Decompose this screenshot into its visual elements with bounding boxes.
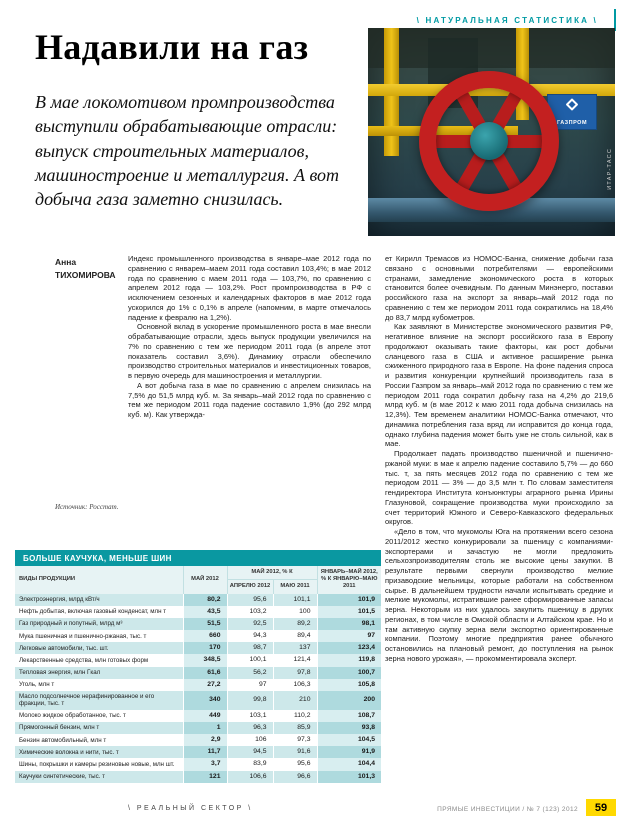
product-name-cell: Шины, покрышки и камеры резиновые новые, млн шт. [19,760,175,768]
table-row [15,618,381,630]
body-paragraph: А вот добыча газа в мае по сравнению с апрелем снизилась на 7,5% до 51,5 млрд куб. м. За январь–май 2012 года по сравнению с тем же периодом 2011 года падение составило 1,9% (до 292 млрд куб. м). Как утвержда- [128,380,371,419]
table-row [15,691,381,710]
value-cell: 121,4 [273,654,317,666]
product-name-cell: Электроэнергия, млрд кВт/ч [19,596,100,604]
value-cell: 85,9 [273,722,317,734]
gazprom-flame-icon [566,98,579,111]
machinery-shape [368,28,615,68]
value-cell: 97 [317,630,381,642]
product-name-cell: Легковые автомобили, тыс. шт. [19,644,109,652]
value-cell: 104,5 [317,734,381,746]
value-cell: 449 [183,710,227,722]
product-name-cell: Лекарственные средства, млн готовых форм [19,656,149,664]
author-first-name: Анна [55,257,77,267]
product-name-cell: Мука пшеничная и пшенично-ржаная, тыс. т [19,632,147,640]
product-name-cell: Прямогонный бензин, млн т [19,724,100,732]
table-row [15,630,381,642]
value-cell: 103,2 [227,606,273,618]
body-column-left [128,254,371,544]
col-header-may2012: МАЙ 2012 [183,566,227,594]
products-table [15,566,381,783]
table-row [15,734,381,746]
table-row [15,594,381,606]
value-cell: 104,4 [317,758,381,770]
footer-issue-label: ПРЯМЫЕ ИНВЕСТИЦИИ / № 7 (123) 2012 [437,806,578,813]
value-cell: 93,8 [317,722,381,734]
table-row [15,642,381,654]
value-cell: 106,6 [227,771,273,783]
value-cell: 83,9 [227,758,273,770]
value-cell: 101,1 [273,594,317,606]
body-paragraph: Индекс промышленного производства в январе–мае 2012 года по сравнению с январем–маем 2011 года составил 103,4%; в мае 2012 года по сравнению с маем 2011 года — 103,7%, по сравнению с апрелем 2012 года — 103,2%. Рост промпроизводства в РФ с исключением сезонных и календарных факторов в мае 2012 года ускорился до 1% с 0,1% в апреле (напомним, в марте отмечалось падение к февралю на 1,2%). [128,254,371,322]
table-title: БОЛЬШЕ КАУЧУКА, МЕНЬШЕ ШИН [15,550,381,566]
table-header [15,566,381,594]
value-cell: 200 [317,691,381,710]
table-row [15,746,381,758]
product-name-cell: Молоко жидкое обработанное, тыс. т [19,712,126,720]
col-header-group: МАЙ 2012, % К [227,566,317,580]
value-cell: 108,7 [317,710,381,722]
value-cell: 137 [273,642,317,654]
value-cell: 110,2 [273,710,317,722]
product-name-cell: Бензин автомобильный, млн т [19,736,107,744]
product-name-cell: Тепловая энергия, млн Гкал [19,669,101,676]
value-cell: 98,1 [317,618,381,630]
product-name-cell: Химические волокна и нити, тыс. т [19,748,119,756]
value-cell: 91,9 [317,746,381,758]
col-header-apr2012: АПРЕЛЮ 2012 [227,580,273,594]
value-cell: 101,5 [317,606,381,618]
value-cell: 94,3 [227,630,273,642]
body-paragraph: Продолжает падать производство пшеничной и пшенично-ржаной муки: в мае к апрелю падение составило 5,7% — до 660 тыс. т, за пять месяцев 2012 года по сравнению с тем же периодом 2011 — 3% — до 3,5 млн т. По словам заместителя гендиректора Института конъюнктуры аграрного рынка Ирины Глазуновой, сокращение производства муки происходило за счет территорий Южного и Северо-Кавказского федеральных округов. [385,449,613,527]
product-name-cell: Нефть добытая, включая газовый конденсат, млн т [19,608,167,616]
value-cell: 106,3 [273,679,317,691]
product-name-cell: Газ природный и попутный, млрд м³ [19,620,123,628]
value-cell: 99,8 [227,691,273,710]
value-cell: 119,8 [317,654,381,666]
table-row [15,667,381,679]
body-column-right [385,254,613,798]
valve-hub [470,122,508,160]
value-cell: 1 [183,722,227,734]
value-cell: 103,1 [227,710,273,722]
value-cell: 2,9 [183,734,227,746]
value-cell: 105,8 [317,679,381,691]
statistics-table-block [15,550,381,783]
col-header-may2011: МАЮ 2011 [273,580,317,594]
value-cell: 100,1 [227,654,273,666]
table-row [15,606,381,618]
photo-credit: ИТАР-ТАСС [607,148,613,190]
value-cell: 11,7 [183,746,227,758]
body-paragraph: Основной вклад в ускорение промышленного роста в мае внесли обрабатывающие отрасли, здесь выпуск продукции увеличился на 7% по сравнению с тем же периодом 2011 года (в апреле этот показатель составил 3,6%). Динамику отрасли обеспечило производство строительных материалов и инвестиционных товаров, в первую очередь для машиностроения и металлургии. [128,322,371,380]
value-cell: 97,8 [273,667,317,679]
value-cell: 97,3 [273,734,317,746]
value-cell: 80,2 [183,594,227,606]
value-cell: 98,7 [227,642,273,654]
value-cell: 96,3 [227,722,273,734]
value-cell: 89,2 [273,618,317,630]
value-cell: 348,5 [183,654,227,666]
value-cell: 56,2 [227,667,273,679]
value-cell: 95,6 [273,758,317,770]
value-cell: 101,9 [317,594,381,606]
source-note: Источник: Росстат. [55,503,119,511]
value-cell: 92,5 [227,618,273,630]
col-header-janmay: ЯНВАРЬ–МАЙ 2012, % К ЯНВАРЮ–МАЮ 2011 [317,566,381,594]
value-cell: 340 [183,691,227,710]
col-header-product: ВИДЫ ПРОДУКЦИИ [15,566,183,594]
page-number-badge: 59 [586,799,616,816]
value-cell: 100 [273,606,317,618]
gazprom-sign-label: ГАЗПРОМ [556,120,588,126]
value-cell: 96,6 [273,771,317,783]
rubric-label: \ НАТУРАЛЬНАЯ СТАТИСТИКА \ [416,16,598,25]
table-row [15,771,381,783]
body-paragraph: Как заявляют в Министерстве экономического развития РФ, негативное влияние на экспорт российского газа в Европу продолжают оказывать такие факторы, как рост добычи сланцевого газа в США и активное расширение рынка сжиженного природного газа в Европе. На фоне падения спроса и развития конкуренции крупнейший производитель газа в России Газпром за январь–май 2012 года по сравнению с тем же периодом 2011 года сократил добычу газа на 4,2% до 219,6 млрд куб. м (в мае 2012 к маю 2011 года добыча снизилась на 12,3%). Тем временем аналитики НОМОС-Банка отмечают, что динамика потребления газа вряд ли исправится до конца года, однако глубина падения может быть уже не столь сильной, как в мае. [385,322,613,449]
value-cell: 95,6 [227,594,273,606]
footer-section-label: \ РЕАЛЬНЫЙ СЕКТОР \ [128,805,253,812]
product-name-cell: Масло подсолнечное нерафинированное и его фракции, тыс. т [19,692,155,708]
value-cell: 660 [183,630,227,642]
table-row [15,722,381,734]
value-cell: 27,2 [183,679,227,691]
value-cell: 43,5 [183,606,227,618]
value-cell: 210 [273,691,317,710]
article-lede: В мае локомотивом промпроизводства выступили обрабатывающие отрасли: выпуск строительных материалов, машиностроение и металлургия. А вот добыча газа заметно снизилась. [35,92,340,210]
table-row [15,758,381,770]
valve-wheel [414,66,564,216]
byline [55,256,125,282]
product-name-cell: Каучуки синтетические, тыс. т [19,772,105,780]
value-cell: 3,7 [183,758,227,770]
value-cell: 123,4 [317,642,381,654]
value-cell: 61,6 [183,667,227,679]
value-cell: 97 [227,679,273,691]
body-paragraph: ет Кирилл Тремасов из НОМОС-Банка, снижение добычи газа связано с основными потребителями — европейскими странами, замедление экономического роста в которых становится более очевидным. По данным Минэнерго, поставки российского газа на экспорт за январь–май 2012 года по сравнению с тем же периодом 2011 года сократились на 18,4% до 83,7 млрд кубометров. [385,254,613,322]
value-cell: 91,6 [273,746,317,758]
value-cell: 51,5 [183,618,227,630]
article-photo [368,28,615,236]
body-paragraph: «Дело в том, что мукомолы Юга на протяжении всего сезона 2011/2012 жестко конкурировали за пшеницу с компаниями-экспортерами и зачастую не могли предложить сельхозпроизводителям столь же высокие цены закупки. В результате первыми свернули производство мелкие призаводские мельницы, которые работали на собственном сырье. В дальнейшем трудности начали испытывать средние и мелкие мукомолы, истратившие ранее сформированные запасы зерна. Некоторым из них удалось закупить пшеницу в других регионах, в том числе в Омской области и Алтайском крае. Но и там активную скупку зерна вели экспортно ориентированные компании. Поэтому многие предприятия ранее обычного остановились на плановый ремонт, до поступления на рынок зерна нового урожая», — прокомментировала эксперт. [385,527,613,663]
table-body [15,594,381,783]
article-title: Надавили на газ [35,27,309,67]
value-cell: 170 [183,642,227,654]
value-cell: 106 [227,734,273,746]
value-cell: 94,5 [227,746,273,758]
product-name-cell: Уголь, млн т [19,681,55,689]
table-row [15,710,381,722]
table-row [15,654,381,666]
value-cell: 100,7 [317,667,381,679]
table-row [15,679,381,691]
value-cell: 121 [183,771,227,783]
author-last-name: ТИХОМИРОВА [55,269,116,280]
value-cell: 89,4 [273,630,317,642]
value-cell: 101,3 [317,771,381,783]
